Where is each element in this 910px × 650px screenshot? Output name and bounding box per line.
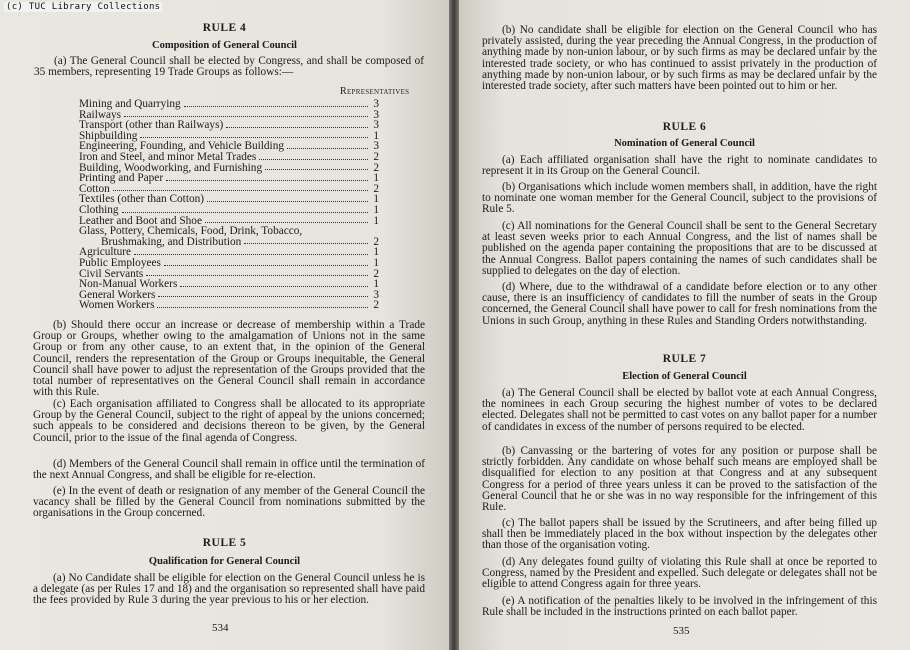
table-row [79, 194, 379, 205]
rule7-para-c: (c) The ballot papers shall be issued by the Scrutineers, and after being filled up shall then be immediately placed in the box without inspection by the delegates other than those of the organisation voting. [482, 517, 877, 552]
group-reps: 1 [373, 203, 379, 216]
rule6-title: Nomination of General Council [614, 138, 755, 149]
group-name: General Workers [79, 288, 156, 301]
group-reps: 1 [373, 129, 379, 142]
page-number-left: 534 [212, 622, 229, 634]
leader-dots [287, 148, 368, 149]
group-reps: 3 [373, 288, 379, 301]
group-name: Textiles (other than Cotton) [79, 193, 205, 206]
page-number-right: 535 [673, 625, 690, 637]
group-reps: 2 [373, 235, 379, 248]
group-reps: 1 [373, 246, 379, 259]
trade-groups-table [79, 99, 379, 311]
book-gutter [449, 0, 459, 650]
group-reps: 3 [373, 108, 379, 121]
group-name: Public Employees [79, 256, 161, 269]
group-reps: 2 [373, 150, 379, 163]
rule4-para-d: (d) Members of the General Council shall remain in office until the termination of the next Annual Congress, and shall be eligible for re-election. [33, 458, 425, 482]
leader-dots [166, 180, 368, 181]
rule4-heading: RULE 4 [202, 22, 247, 34]
group-name: Agriculture [79, 246, 132, 259]
rule6-para-b: (b) Organisations which include women members shall, in addition, have the right to nominate one woman member for the General Council, subject to the provisions of Rule 5. [482, 181, 877, 216]
rule7-title: Election of General Council [622, 371, 747, 382]
leader-dots [205, 222, 368, 223]
watermark: (c) TUC Library Collections [6, 2, 161, 12]
leader-dots [226, 127, 368, 128]
leader-dots [122, 212, 368, 213]
rule6-para-c: (c) All nominations for the General Council shall be sent to the General Secretary at least seven weeks prior to each Annual Congress, and the list of names shall be published on the agenda paper containing the propositions that are to be discussed at the Annual Congress. Ballot papers containing the names of such candidates shall be supplied to delegates on the day of election. [482, 220, 877, 277]
group-reps: 2 [373, 299, 379, 312]
group-name: Shipbuilding [79, 129, 138, 142]
group-name: Glass, Pottery, Chemicals, Food, Drink, Tobacco, [79, 225, 303, 238]
leader-dots [158, 296, 368, 297]
rule4-title: Composition of General Council [152, 40, 297, 51]
group-name: Non-Manual Workers [79, 278, 178, 291]
leader-dots [207, 201, 368, 202]
group-name: Engineering, Founding, and Vehicle Building [79, 140, 284, 153]
rule7-para-a: (a) The General Council shall be elected by ballot vote at each Annual Congress, the nominees in each Group securing the highest number of votes to be declared elected. Delegates shall not be permitted to cast votes on any ballot paper for a number of candidates in excess of the number of persons required to be elected. [482, 387, 877, 433]
group-reps: 3 [373, 98, 379, 110]
table-row [79, 152, 379, 163]
group-reps: 2 [373, 161, 379, 174]
rule7-heading: RULE 7 [662, 353, 707, 365]
rule5-para-b: (b) No candidate shall be eligible for election on the General Council who has privately assisted, during the year preceding the Annual Congress, in the production of anything made by non-union labour, or by such firms as may be declared unfair by the interested trade society, or who has continued to assist privately in the production of anything made by non-union labour, or by such firms as may be declared unfair by the interested trade society, after such matters have been pointed out to him or her. [482, 24, 877, 93]
rule6-para-a: (a) Each affiliated organisation shall have the right to nominate candidates to represent it in its Group on the General Council. [482, 154, 877, 178]
rule4-para-a: (a) The General Council shall be elected by Congress, and shall be composed of 35 members, representing 19 Trade Groups as follows:— [34, 55, 424, 79]
group-reps: 2 [373, 182, 379, 195]
representatives-header: Representatives [340, 86, 410, 97]
rule6-heading: RULE 6 [662, 121, 707, 133]
group-name: Printing and Paper [79, 172, 164, 185]
rule4-para-c: (c) Each organisation affiliated to Congress shall be allocated to its appropriate Group by the General Council, subject to the right of appeal by the unions concerned; such appeals to be considered and decisions thereon to be given, by the General Council, prior to the issue of the final agenda of Congress. [33, 398, 425, 444]
rule7-para-b: (b) Canvassing or the bartering of votes for any position or purpose shall be strictly forbidden. Any candidate on whose behalf such means are employed shall be disqualified for election to any position at that Congress and at any subsequent Congress for a period of three years unless it can be proved to the satisfaction of the General Council that he or she was in no way responsible for the infringement of this Rule. [482, 445, 877, 514]
group-reps: 1 [373, 256, 379, 269]
leader-dots [157, 307, 368, 308]
rule7-para-d: (d) Any delegates found guilty of violating this Rule shall at once be reported to Congress, named by the President and expelled. Such delegate or delegates shall not be eligible to attend Congress again for three years. [482, 556, 877, 591]
leader-dots [134, 254, 368, 255]
table-row [79, 258, 379, 269]
group-name: Women Workers [79, 299, 155, 312]
group-name: Civil Servants [79, 267, 144, 280]
rule4-para-b: (b) Should there occur an increase or decrease of membership within a Trade Group or Groups, whether owing to the amalgamation of Unions not in the same Group or from any other cause, to an extent that, in the opinion of the General Council, renders the representation of the Group or Groups inequitable, the General Council shall have power to adjust the representation of the Groups provided that the total number of representatives on the General Council shall remain in accordance with this Rule. [33, 319, 425, 399]
leader-dots [113, 190, 368, 191]
rule7-para-e: (e) A notification of the penalties likely to be involved in the infringement of this Rule shall be included in the instructions printed on each ballot paper. [482, 595, 877, 619]
leader-dots [146, 275, 368, 276]
rule6-para-d: (d) Where, due to the withdrawal of a candidate before election or to any other cause, there is an insufficiency of candidates to fill the number of seats in the Group concerned, the General Council shall have power to call for fresh nominations from the Unions in such Group, anything in these Rules and Standing Orders notwithstanding. [482, 281, 877, 327]
rule5-heading: RULE 5 [202, 537, 247, 549]
group-reps: 1 [373, 193, 379, 206]
left-page [0, 0, 449, 650]
rule5-para-a: (a) No Candidate shall be eligible for election on the General Council unless he is a delegate (as per Rules 17 and 18) and the organisation so represented shall have paid the fees provided by Rule 3 during the year previous to his or her election. [33, 572, 425, 607]
group-reps: 1 [373, 214, 379, 227]
group-reps: 1 [373, 172, 379, 185]
group-name: Clothing [79, 203, 119, 216]
group-name-continued: Brushmaking, and Distribution [101, 235, 242, 248]
leader-dots [265, 169, 368, 170]
group-name: Mining and Quarrying [79, 98, 181, 110]
table-row [79, 300, 379, 311]
group-reps: 2 [373, 267, 379, 280]
group-name: Iron and Steel, and minor Metal Trades [79, 150, 257, 163]
table-row [79, 173, 379, 184]
table-row [79, 205, 379, 216]
leader-dots [140, 137, 368, 138]
leader-dots [180, 286, 368, 287]
group-name: Leather and Boot and Shoe [79, 214, 202, 227]
leader-dots [184, 106, 368, 107]
right-page [459, 0, 910, 650]
group-reps: 3 [373, 119, 379, 132]
group-name: Building, Woodworking, and Furnishing [79, 161, 263, 174]
rule5-title: Qualification for General Council [148, 556, 301, 567]
table-row [79, 99, 379, 110]
leader-dots [244, 243, 368, 244]
leader-dots [124, 116, 368, 117]
rule4-para-e: (e) In the event of death or resignation of any member of the General Council the vacancy shall be filled by the General Council from nominations submitted by the organisations in the Group concerned. [33, 485, 425, 520]
leader-dots [259, 159, 368, 160]
group-name: Railways [79, 108, 122, 121]
group-reps: 1 [373, 278, 379, 291]
group-name: Transport (other than Railways) [79, 119, 224, 132]
leader-dots [164, 265, 368, 266]
group-name: Cotton [79, 182, 110, 195]
group-reps: 3 [373, 140, 379, 153]
